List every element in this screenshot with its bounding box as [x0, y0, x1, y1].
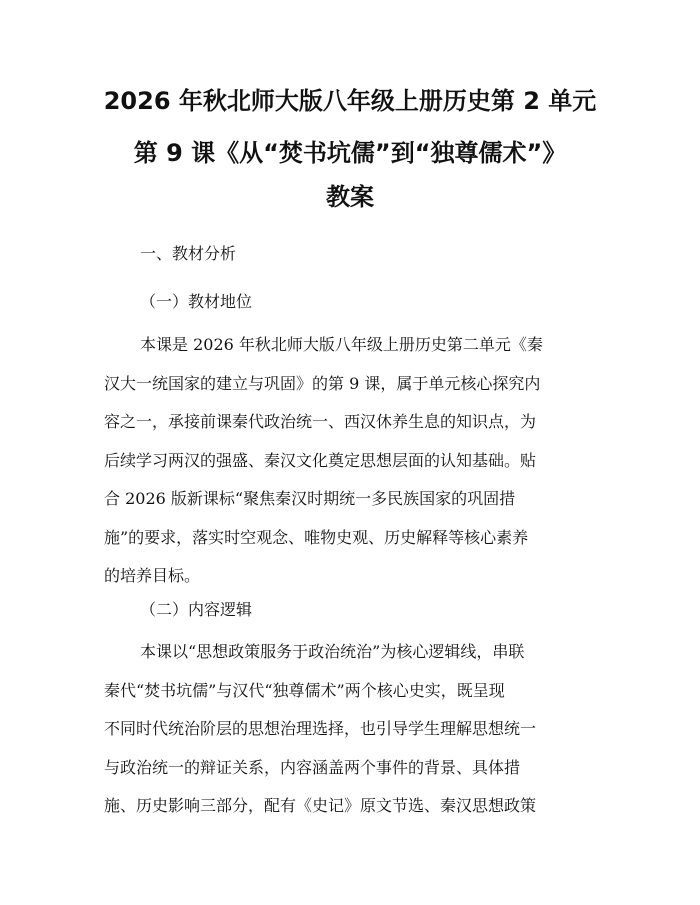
paragraph-line: 施、历史影响三部分，配有《史记》原文节选、秦汉思想政策: [104, 796, 537, 815]
paragraph-line: 施”的要求，落实时空观念、唯物史观、历史解释等核心素养: [104, 527, 529, 547]
paragraph-line: 不同时代统治阶层的思想治理选择，也引导学生理解思想统一: [104, 719, 537, 738]
paragraph-line: 合 2026 版新课标“聚焦秦汉时期统一多民族国家的巩固措: [104, 489, 516, 508]
document-title-line-3: 教案: [326, 183, 374, 211]
paragraph-line: 与政治统一的辩证关系，内容涵盖两个事件的背景、具体措: [104, 757, 521, 777]
section-heading-textbook-analysis: 一、教材分析: [140, 244, 237, 263]
subsection-heading-textbook-position: （一）教材地位: [140, 292, 253, 311]
paragraph-line: 本课是 2026 年秋北师大版八年级上册历史第二单元《秦: [140, 335, 543, 354]
document-title-line-1: 2026 年秋北师大版八年级上册历史第 2 单元: [103, 87, 597, 115]
paragraph-line: 后续学习两汉的强盛、秦汉文化奠定思想层面的认知基础。贴: [104, 450, 537, 470]
paragraph-line: 的培养目标。: [104, 566, 201, 585]
paragraph-line: 本课以“思想政策服务于政治统治”为核心逻辑线，串联: [140, 642, 525, 661]
paragraph-line: 汉大一统国家的建立与巩固》的第 9 课，属于单元核心探究内: [104, 373, 541, 393]
paragraph-content-logic: [104, 633, 604, 826]
paragraph-line: 容之一，承接前课秦代政治统一、西汉休养生息的知识点，为: [104, 412, 537, 431]
document-title-line-2: 第 9 课《从“焚书坑儒”到“独尊儒术”》: [133, 139, 567, 167]
paragraph-textbook-position: [104, 326, 604, 596]
subsection-heading-content-logic: （二）内容逻辑: [140, 600, 253, 619]
paragraph-line: 秦代“焚书坑儒”与汉代“独尊儒术”两个核心史实，既呈现: [104, 680, 505, 700]
